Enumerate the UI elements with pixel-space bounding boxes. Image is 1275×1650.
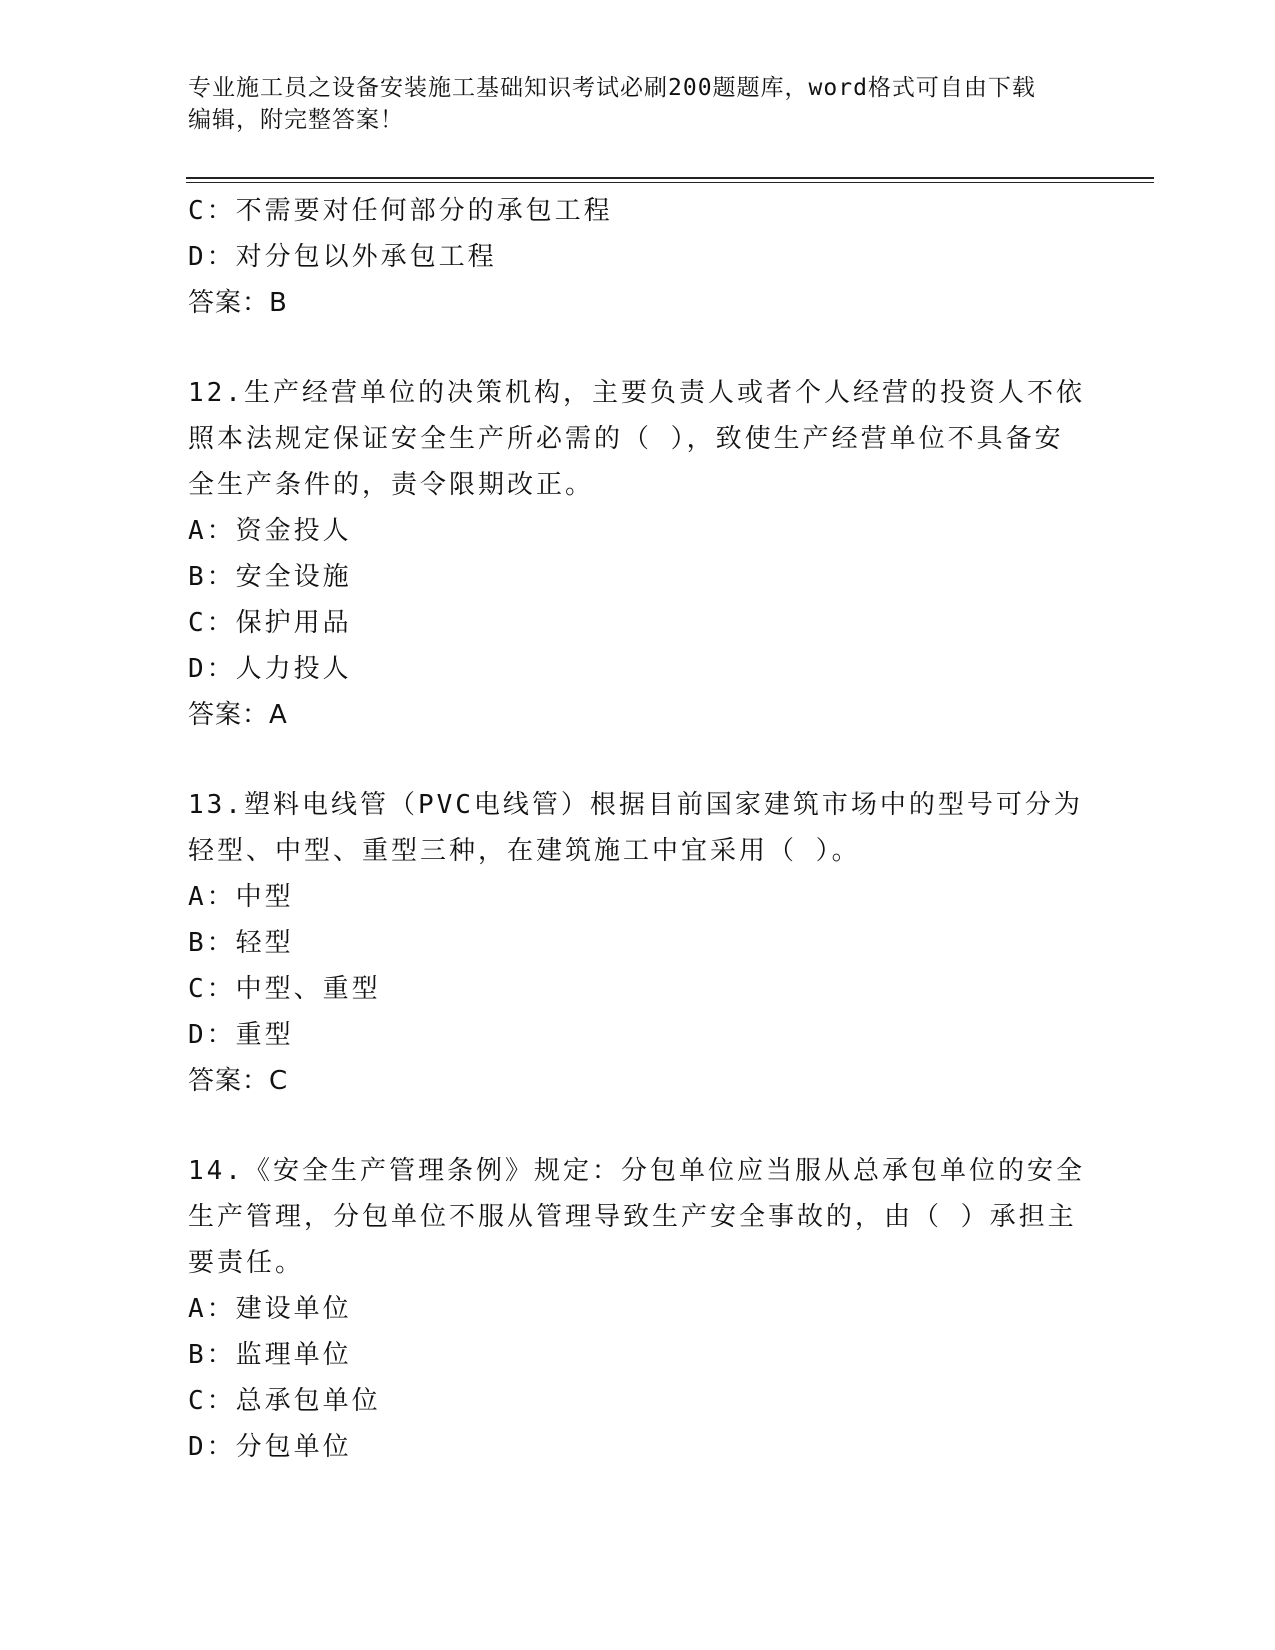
question-11-tail xyxy=(188,188,1088,326)
header-divider-thick xyxy=(186,177,1154,179)
option-d: D：重型 xyxy=(188,1020,294,1050)
document-header xyxy=(188,72,1088,136)
stem-line: 14.《安全生产管理条例》规定：分包单位应当服从总承包单位的安全 xyxy=(188,1156,1085,1186)
option-b: B：安全设施 xyxy=(188,562,352,592)
question-14 xyxy=(188,1148,1088,1470)
question-12 xyxy=(188,370,1088,738)
option-a: A：建设单位 xyxy=(188,1294,352,1324)
question-stem xyxy=(188,370,1088,508)
option-d: D：对分包以外承包工程 xyxy=(188,242,497,272)
stem-line: 13.塑料电线管（PVC电线管）根据目前国家建筑市场中的型号可分为 xyxy=(188,790,1083,820)
option-b: B：轻型 xyxy=(188,928,294,958)
stem-line: 要责任。 xyxy=(188,1248,305,1278)
stem-line: 生产管理，分包单位不服从管理导致生产安全事故的，由（ ）承担主 xyxy=(188,1202,1077,1232)
stem-line: 全生产条件的，责令限期改正。 xyxy=(188,470,595,500)
answer-line: 答案：A xyxy=(188,700,288,730)
stem-line: 轻型、中型、重型三种，在建筑施工中宜采用（ ）。 xyxy=(188,836,861,866)
option-d: D：分包单位 xyxy=(188,1432,352,1462)
header-divider-thin xyxy=(186,182,1154,183)
option-a: A：中型 xyxy=(188,882,294,912)
option-c: C：不需要对任何部分的承包工程 xyxy=(188,196,613,226)
answer-line: 答案：B xyxy=(188,288,288,318)
option-c: C：总承包单位 xyxy=(188,1386,381,1416)
option-a: A：资金投人 xyxy=(188,516,352,546)
question-content xyxy=(188,188,1088,1470)
option-d: D：人力投人 xyxy=(188,654,352,684)
option-c: C：中型、重型 xyxy=(188,974,381,1004)
stem-line: 12.生产经营单位的决策机构，主要负责人或者个人经营的投资人不依 xyxy=(188,378,1085,408)
answer-line: 答案：C xyxy=(188,1066,289,1096)
option-c: C：保护用品 xyxy=(188,608,352,638)
stem-line: 照本法规定保证安全生产所必需的（ ），致使生产经营单位不具备安 xyxy=(188,424,1064,454)
question-stem xyxy=(188,1148,1088,1286)
option-b: B：监理单位 xyxy=(188,1340,352,1370)
header-title-line-1: 专业施工员之设备安装施工基础知识考试必刷200题题库，word格式可自由下载 xyxy=(188,75,1036,101)
question-13 xyxy=(188,782,1088,1104)
question-stem xyxy=(188,782,1088,874)
header-title-line-2: 编辑，附完整答案！ xyxy=(188,107,404,133)
